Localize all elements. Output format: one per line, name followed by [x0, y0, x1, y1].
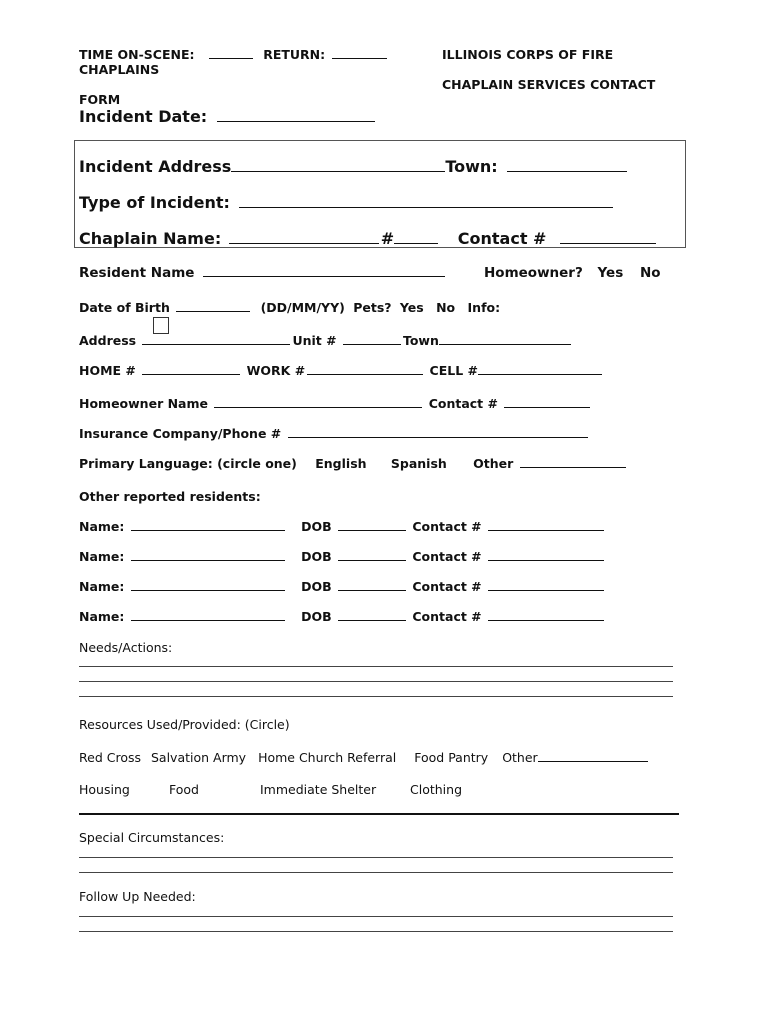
other-resident-name-label: Name:: [79, 549, 125, 564]
other-resident-dob-label: DOB: [301, 549, 332, 564]
resource-food-pantry[interactable]: Food Pantry: [414, 750, 489, 765]
incident-type-line[interactable]: [239, 206, 613, 208]
address-row: [79, 333, 571, 348]
pets-checkbox[interactable]: [153, 317, 169, 334]
address-label: Address: [79, 333, 137, 348]
other-resident-contact-label: Contact #: [412, 609, 482, 624]
follow-up-line[interactable]: [79, 931, 673, 932]
other-resident-dob-line[interactable]: [338, 529, 406, 531]
resources-heading: Resources Used/Provided: (Circle): [79, 717, 290, 732]
pets-no[interactable]: No: [436, 300, 456, 315]
other-resident-row: [79, 579, 606, 594]
time-on-scene-field: [79, 47, 389, 62]
other-resident-dob-label: DOB: [301, 519, 332, 534]
needs-actions-line[interactable]: [79, 681, 673, 682]
town-line-resident[interactable]: [439, 343, 571, 345]
language-spanish[interactable]: Spanish: [390, 456, 447, 471]
language-label: Primary Language: (circle one): [79, 456, 297, 471]
section-divider: [79, 813, 679, 815]
other-resident-name-label: Name:: [79, 519, 125, 534]
other-resident-dob-line[interactable]: [338, 619, 406, 621]
dob-row: [79, 300, 500, 315]
incident-type-field: [79, 193, 615, 212]
chaplain-contact-line[interactable]: [560, 242, 656, 244]
homeowner-question: [484, 265, 661, 281]
language-other-line[interactable]: [520, 466, 626, 468]
other-resident-dob-line[interactable]: [338, 589, 406, 591]
other-resident-name-line[interactable]: [131, 559, 285, 561]
resource-clothing[interactable]: Clothing: [410, 782, 463, 797]
time-on-scene-label: TIME ON-SCENE:: [79, 47, 195, 62]
homeowner-contact-label: Contact #: [428, 396, 498, 411]
work-phone-label: WORK #: [246, 363, 306, 378]
other-resident-name-line[interactable]: [131, 619, 285, 621]
homeowner-no[interactable]: No: [639, 265, 661, 281]
homeowner-name-line[interactable]: [214, 406, 422, 408]
language-english[interactable]: English: [315, 456, 367, 471]
other-resident-row: [79, 609, 606, 624]
resource-food[interactable]: Food: [169, 782, 199, 797]
chaplain-contact-label: Contact #: [457, 229, 547, 248]
follow-up-heading: Follow Up Needed:: [79, 889, 196, 904]
other-resident-name-label: Name:: [79, 609, 125, 624]
chaplain-name-line[interactable]: [229, 242, 379, 244]
unit-line[interactable]: [343, 343, 401, 345]
incident-date-line[interactable]: [217, 120, 375, 122]
pets-label: Pets?: [353, 300, 392, 315]
other-resident-name-line[interactable]: [131, 589, 285, 591]
homeowner-label: Homeowner?: [484, 265, 583, 281]
town-label-resident: Town: [402, 333, 439, 348]
incident-address-field: [79, 157, 629, 176]
resident-name-label: Resident Name: [79, 265, 195, 281]
pets-yes[interactable]: Yes: [399, 300, 424, 315]
language-row: [79, 456, 628, 471]
incident-address-label: Incident Address: [79, 157, 232, 176]
dob-line[interactable]: [176, 310, 250, 312]
chaplain-name-field: [79, 229, 658, 248]
phone-row: [79, 363, 602, 378]
other-resident-dob-label: DOB: [301, 609, 332, 624]
insurance-label: Insurance Company/Phone #: [79, 426, 282, 441]
cell-phone-label: CELL #: [429, 363, 479, 378]
address-line[interactable]: [142, 343, 290, 345]
incident-type-label: Type of Incident:: [79, 193, 230, 212]
special-circumstances-line[interactable]: [79, 857, 673, 858]
other-resident-contact-line[interactable]: [488, 619, 604, 621]
town-line[interactable]: [507, 170, 627, 172]
resource-immediate-shelter[interactable]: Immediate Shelter: [260, 782, 377, 797]
other-resident-contact-label: Contact #: [412, 519, 482, 534]
incident-date-field: [79, 107, 377, 126]
home-phone-line[interactable]: [142, 373, 240, 375]
resource-housing[interactable]: Housing: [79, 782, 130, 797]
incident-address-line[interactable]: [231, 170, 445, 172]
chaplain-number-label: #: [380, 229, 395, 248]
cell-phone-line[interactable]: [478, 373, 602, 375]
return-label: RETURN:: [263, 47, 326, 62]
special-circumstances-line[interactable]: [79, 872, 673, 873]
other-resident-name-label: Name:: [79, 579, 125, 594]
other-resident-name-line[interactable]: [131, 529, 285, 531]
other-resident-contact-line[interactable]: [488, 529, 604, 531]
insurance-row: [79, 426, 590, 441]
other-resident-contact-label: Contact #: [412, 579, 482, 594]
special-circumstances-heading: Special Circumstances:: [79, 830, 225, 845]
follow-up-line[interactable]: [79, 916, 673, 917]
insurance-line[interactable]: [288, 436, 588, 438]
homeowner-contact-line[interactable]: [504, 406, 590, 408]
homeowner-name-row: [79, 396, 592, 411]
needs-actions-line[interactable]: [79, 696, 673, 697]
home-phone-label: HOME #: [79, 363, 136, 378]
return-line[interactable]: [332, 57, 387, 59]
unit-label: Unit #: [292, 333, 337, 348]
other-resident-dob-line[interactable]: [338, 559, 406, 561]
resident-name-line[interactable]: [203, 275, 445, 277]
org-name-line2: CHAPLAIN SERVICES CONTACT: [442, 77, 656, 92]
other-resident-contact-line[interactable]: [488, 589, 604, 591]
needs-actions-line[interactable]: [79, 666, 673, 667]
resource-other-line[interactable]: [538, 760, 648, 762]
resident-name-field: [79, 265, 447, 281]
other-resident-contact-line[interactable]: [488, 559, 604, 561]
other-resident-row: [79, 519, 606, 534]
resource-other[interactable]: Other: [502, 750, 538, 765]
homeowner-name-label: Homeowner Name: [79, 396, 208, 411]
dob-format-label: (DD/MM/YY): [260, 300, 345, 315]
chaplain-name-label: Chaplain Name:: [79, 229, 222, 248]
org-name-line1: ILLINOIS CORPS OF FIRE: [442, 47, 614, 62]
other-residents-heading: Other reported residents:: [79, 489, 261, 504]
language-other[interactable]: Other: [473, 456, 514, 471]
resource-home-church-referral[interactable]: Home Church Referral: [258, 750, 397, 765]
needs-actions-heading: Needs/Actions:: [79, 640, 173, 655]
form-label: FORM: [79, 92, 121, 107]
other-resident-contact-label: Contact #: [412, 549, 482, 564]
incident-date-label: Incident Date:: [79, 107, 208, 126]
time-on-scene-line[interactable]: [209, 57, 253, 59]
homeowner-yes[interactable]: Yes: [597, 265, 624, 281]
resource-red-cross[interactable]: Red Cross: [79, 750, 141, 765]
dob-label: Date of Birth: [79, 300, 170, 315]
other-resident-row: [79, 549, 606, 564]
work-phone-line[interactable]: [307, 373, 423, 375]
chaplain-number-line[interactable]: [394, 242, 438, 244]
info-label: Info:: [467, 300, 501, 315]
town-label: Town:: [445, 157, 498, 176]
resource-salvation-army[interactable]: Salvation Army: [150, 750, 247, 765]
chaplains-label: CHAPLAINS: [79, 62, 160, 77]
other-resident-dob-label: DOB: [301, 579, 332, 594]
resources-row-1: [79, 750, 648, 765]
